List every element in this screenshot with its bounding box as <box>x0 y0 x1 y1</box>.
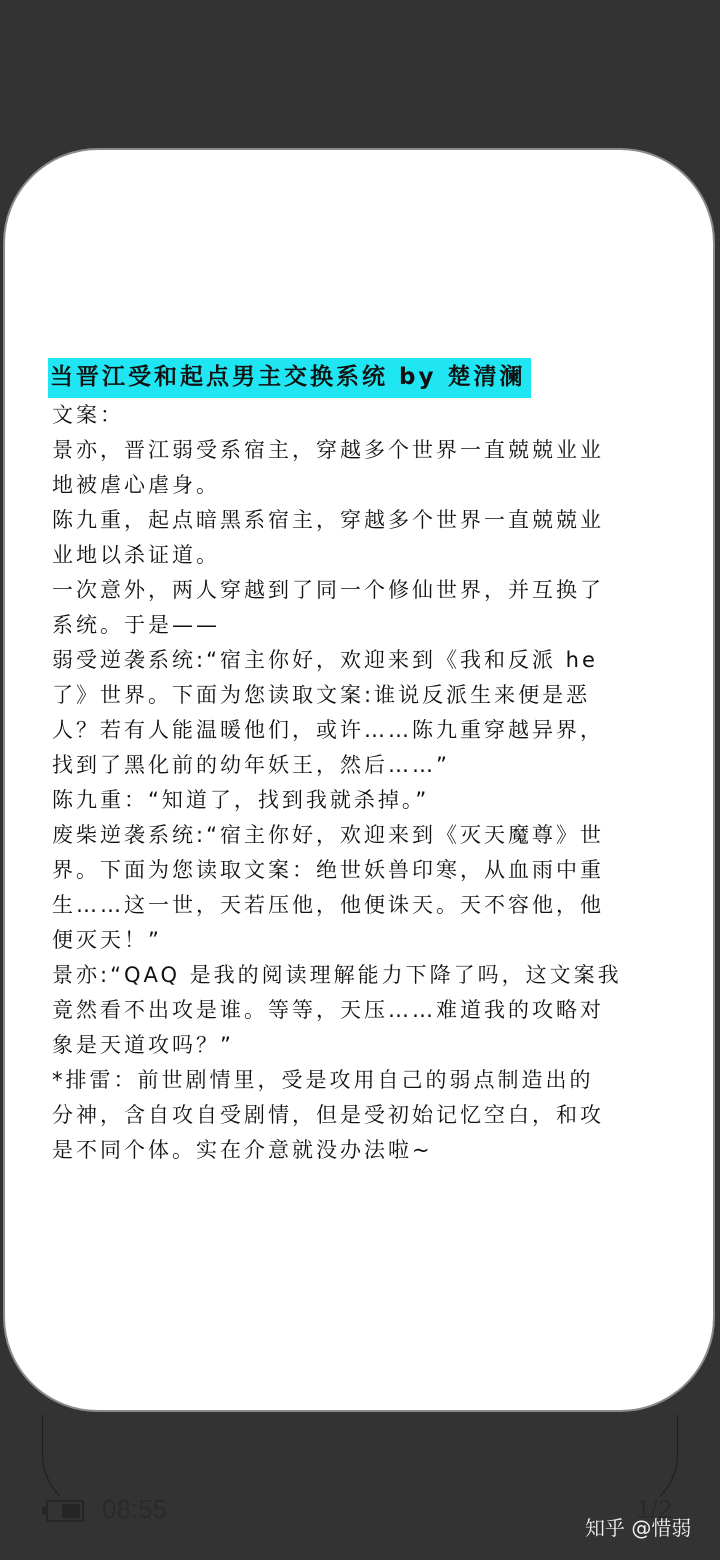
text-line: 人？若有人能温暖他们，或许……陈九重穿越异界， <box>52 718 604 742</box>
page-indicator: 1/2 <box>636 1494 673 1524</box>
text-line: 废柴逆袭系统:“宿主你好，欢迎来到《灭天魔尊》世 <box>52 823 604 847</box>
document-body <box>52 398 668 1168</box>
watermark: 知乎 @惜弱 <box>585 1516 692 1540</box>
text-line: 文案： <box>52 403 124 427</box>
text-line: 找到了黑化前的幼年妖王，然后……” <box>52 753 450 777</box>
battery-icon <box>46 1500 84 1522</box>
text-line: 系统。于是—— <box>52 613 220 637</box>
text-line: 竟然看不出攻是谁。等等，天压……难道我的攻略对 <box>52 998 604 1022</box>
decorative-arc <box>42 1414 102 1514</box>
status-time: 08:55 <box>102 1494 168 1524</box>
text-line: 景亦，晋江弱受系宿主，穿越多个世界一直兢兢业业 <box>52 438 604 462</box>
text-line: 分神，含自攻自受剧情，但是受初始记忆空白，和攻 <box>52 1103 604 1127</box>
text-line: 弱受逆袭系统:“宿主你好，欢迎来到《我和反派 he <box>52 648 598 672</box>
text-line: 了》世界。下面为您读取文案:谁说反派生来便是恶 <box>52 683 591 707</box>
text-line: *排雷：前世剧情里，受是攻用自己的弱点制造出的 <box>52 1068 594 1092</box>
document-content <box>52 358 668 1168</box>
text-line: 是不同个体。实在介意就没办法啦~ <box>52 1138 433 1162</box>
document-title: 当晋江受和起点男主交换系统 by 楚清澜 <box>48 358 531 398</box>
text-line: 便灭天！” <box>52 928 162 952</box>
text-line: 界。下面为您读取文案：绝世妖兽印寒，从血雨中重 <box>52 858 604 882</box>
text-line: 象是天道攻吗？” <box>52 1033 234 1057</box>
text-line: 生……这一世，天若压他，他便诛天。天不容他，他 <box>52 893 604 917</box>
text-line: 景亦:“QAQ 是我的阅读理解能力下降了吗，这文案我 <box>52 963 622 987</box>
text-line: 地被虐心虐身。 <box>52 473 220 497</box>
text-line: 陈九重：“知道了，找到我就杀掉。” <box>52 788 430 812</box>
text-line: 业地以杀证道。 <box>52 543 220 567</box>
text-line: 陈九重，起点暗黑系宿主，穿越多个世界一直兢兢业 <box>52 508 604 532</box>
top-bar <box>0 0 720 146</box>
text-line: 一次意外，两人穿越到了同一个修仙世界，并互换了 <box>52 578 604 602</box>
